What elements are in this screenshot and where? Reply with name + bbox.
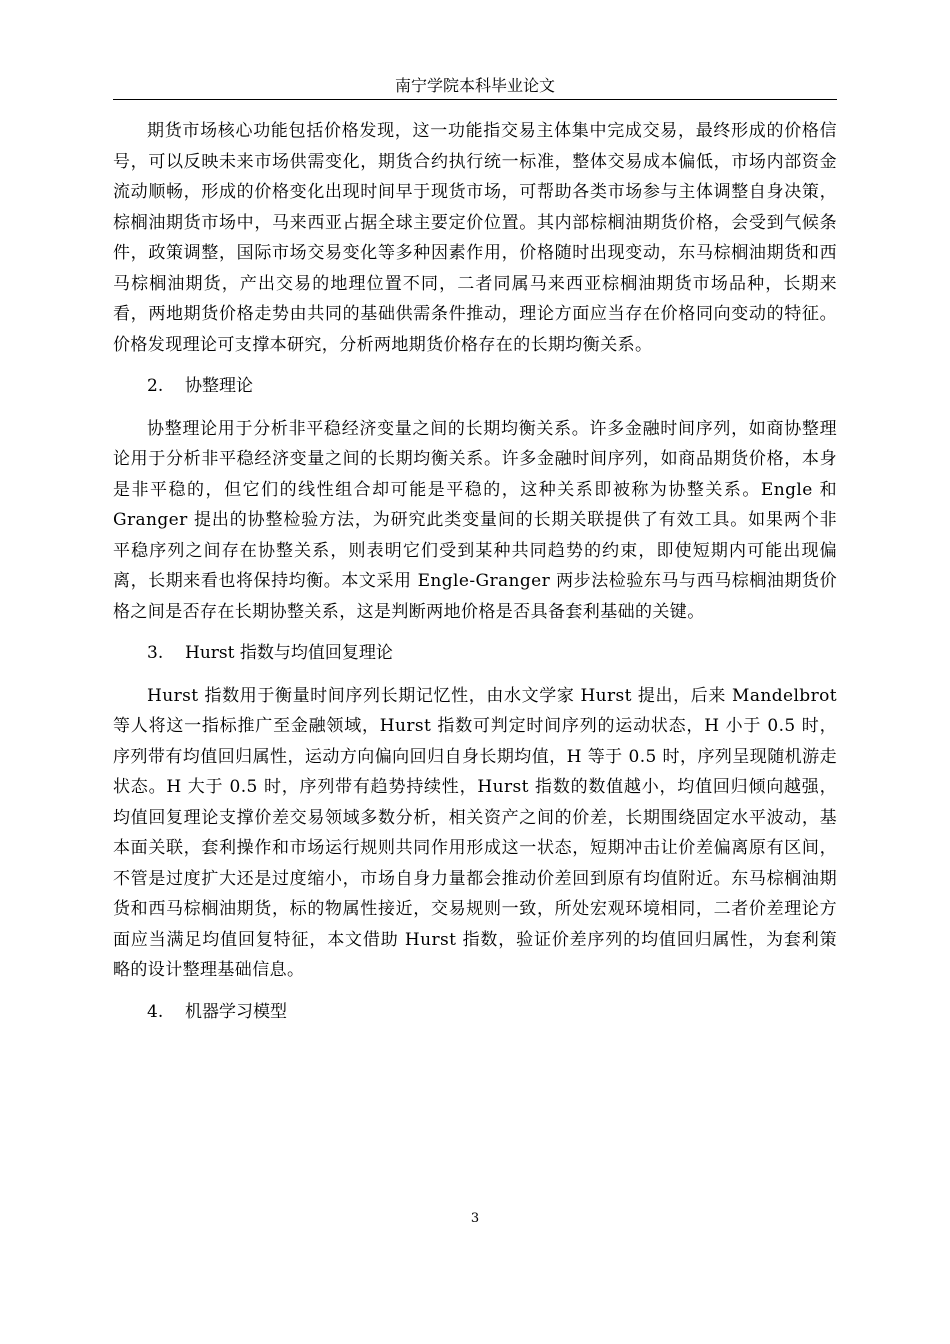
spacer bbox=[113, 627, 837, 638]
spacer bbox=[113, 669, 837, 681]
running-header: 南宁学院本科毕业论文 bbox=[394, 76, 555, 95]
header-divider bbox=[113, 99, 837, 100]
paragraph-cointegration: 协整理论用于分析非平稳经济变量之间的长期均衡关系。许多金融时间序列，如商协整理论用于分析非平稳经济变量之间的长期均衡关系。许多金融时间序列，如商品期货价格，本身是非平稳的，但它们的线性组合却可能是平稳的，这种关系即被称为协整关系。Engle 和 Granger 提出的协整检验方法，为研究此类变量间的长期关联提供了有效工具。如果两个非平稳序列之间存在协整关系，则表明它们受到某种共同趋势的约束，即使短期内可能出现偏离，长期来看也将保持均衡。本文采用 Engle-Granger 两步法检验东马与西马棕榈油期货价格之间是否存在长期协整关系，这是判断两地价格是否具备套利基础的关键。 bbox=[113, 418, 837, 622]
spacer bbox=[113, 360, 837, 371]
body-content bbox=[113, 116, 837, 1027]
paragraph-price-discovery: 期货市场核心功能包括价格发现，这一功能指交易主体集中完成交易，最终形成的价格信号，可以反映未来市场供需变化，期货合约执行统一标准，整体交易成本偏低，市场内部资金流动顺畅，形成的价格变化出现时间早于现货市场，可帮助各类市场参与主体调整自身决策，棕榈油期货市场中，马来西亚占据全球主要定价位置。其内部棕榈油期货价格，会受到气候条件，政策调整，国际市场交易变化等多种因素作用，价格随时出现变动，东马棕榈油期货和西马棕榈油期货，产出交易的地理位置不同，二者同属马来西亚棕榈油期货市场品种，长期来看，两地期货价格走势由共同的基础供需条件推动，理论方面应当存在价格同向变动的特征。价格发现理论可支撑本研究，分析两地期货价格存在的长期均衡关系。 bbox=[113, 121, 837, 355]
section-number: 3. bbox=[147, 643, 164, 663]
spacer bbox=[113, 402, 837, 414]
spacer bbox=[113, 986, 837, 997]
section-number: 4. bbox=[147, 1001, 164, 1022]
section-title: 机器学习模型 bbox=[185, 1001, 287, 1022]
section-heading-cointegration bbox=[113, 371, 837, 402]
section-heading-machine-learning bbox=[113, 997, 837, 1028]
section-number: 2. bbox=[147, 376, 164, 396]
page-number: 3 bbox=[470, 1211, 480, 1226]
section-title: 协整理论 bbox=[185, 376, 253, 396]
section-heading-hurst bbox=[113, 638, 837, 669]
paragraph-hurst: Hurst 指数用于衡量时间序列长期记忆性，由水文学家 Hurst 提出，后来 Mandelbrot 等人将这一指标推广至金融领域，Hurst 指数可判定时间序列的运动状态，H 小于 0.5 时，序列带有均值回归属性，运动方向偏向回归自身长期均值，H 等于 0.5 时，序列呈现随机游走状态。H 大于 0.5 时，序列带有趋势持续性，Hurst 指数的数值越小，均值回归倾向越强，均值回复理论支撑价差交易领域多数分析，相关资产之间的价差，长期围绕固定水平波动，基本面关联，套利操作和市场运行规则共同作用形成这一状态，短期冲击让价差偏离原有区间，不管是过度扩大还是过度缩小，市场自身力量都会推动价差回到原有均值附近。东马棕榈油期货和西马棕榈油期货，标的物属性接近，交易规则一致，所处宏观环境相同，二者价差理论方面应当满足均值回复特征，本文借助 Hurst 指数，验证价差序列的均值回归属性，为套利策略的设计整理基础信息。 bbox=[113, 685, 837, 980]
section-title: Hurst 指数与均值回复理论 bbox=[185, 643, 393, 663]
